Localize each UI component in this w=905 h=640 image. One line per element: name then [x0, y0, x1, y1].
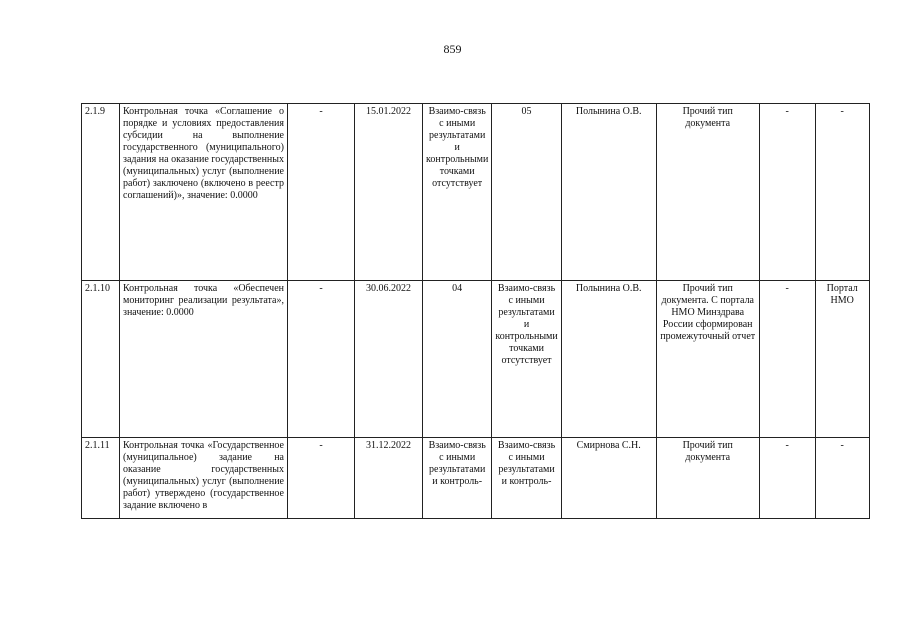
source-cell: -: [815, 104, 869, 281]
relation-cell: Взаимо-связь с иными результатами и контроль-: [492, 438, 561, 519]
dash-cell: -: [288, 438, 355, 519]
relation-cell: Взаимо-связь с иными результатами и контрольными точками отсутствует: [423, 104, 492, 281]
date-cell: 15.01.2022: [355, 104, 423, 281]
row-number: 2.1.11: [82, 438, 120, 519]
relation-cell: Взаимо-связь с иными результатами и контроль-: [423, 438, 492, 519]
code-cell: 04: [423, 281, 492, 438]
document-type-cell: Прочий тип документа: [656, 438, 759, 519]
control-point-description: Контрольная точка «Государственное (муниципальное) задание на оказание государственных (муниципальных) услуг (выполнение работ) утверждено (государственное задание включено в: [120, 438, 288, 519]
document-type-cell: Прочий тип документа. С портала НМО Минздрава России сформирован промежуточный отчет: [656, 281, 759, 438]
relation-cell: Взаимо-связь с иными результатами и контрольными точками отсутствует: [492, 281, 561, 438]
responsible-cell: Смирнова С.Н.: [561, 438, 656, 519]
row-number: 2.1.10: [82, 281, 120, 438]
document-type-cell: Прочий тип документа: [656, 104, 759, 281]
row-number: 2.1.9: [82, 104, 120, 281]
dash-cell: -: [288, 104, 355, 281]
responsible-cell: Полынина О.В.: [561, 281, 656, 438]
responsible-cell: Полынина О.В.: [561, 104, 656, 281]
control-points-table: [81, 103, 870, 519]
source-cell: Портал НМО: [815, 281, 869, 438]
date-cell: 30.06.2022: [355, 281, 423, 438]
dash-cell: -: [288, 281, 355, 438]
code-cell: 05: [492, 104, 561, 281]
table-row: [82, 104, 870, 281]
control-point-description: Контрольная точка «Обеспечен мониторинг реализации результата», значение: 0.0000: [120, 281, 288, 438]
date-cell: 31.12.2022: [355, 438, 423, 519]
source-cell: -: [815, 438, 869, 519]
table-row: [82, 281, 870, 438]
control-point-description: Контрольная точка «Соглашение о порядке и условиях предоставления субсидии на выполнение государственного (муниципального) задания на оказание государственных (муниципальных) услуг (выполнение работ) заключено (включено в реестр соглашений)», значение: 0.0000: [120, 104, 288, 281]
table-row: [82, 438, 870, 519]
dash-cell: -: [759, 104, 815, 281]
page-number: 859: [443, 42, 462, 56]
dash-cell: -: [759, 438, 815, 519]
dash-cell: -: [759, 281, 815, 438]
